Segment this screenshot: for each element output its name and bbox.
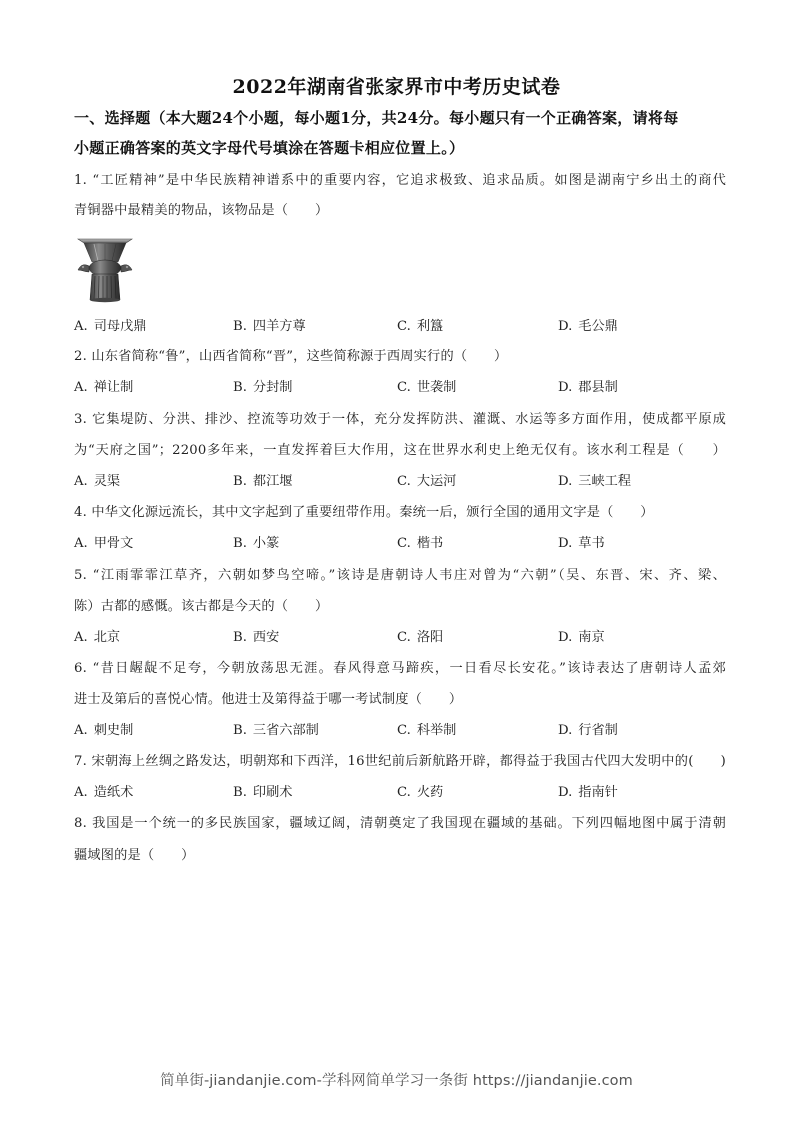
question-5-text-line-2: 陈）古都的感慨。该古都是今天的（ ） (74, 599, 329, 614)
question-7-option-a: A. 造纸术 (74, 785, 134, 800)
question-6-option-d: D. 行省制 (558, 723, 618, 738)
question-7-text-line-1: 7. 宋朝海上丝绸之路发达，明朝郑和下西洋，16世纪前后新航路开辟，都得益于我国古代四大发明中的( ) (74, 754, 726, 769)
question-3-option-c: C. 大运河 (397, 474, 457, 489)
question-2-text-line-1: 2. 山东省简称“鲁”，山西省简称“晋”，这些简称源于西周实行的（ ） (74, 349, 508, 364)
question-5-option-b: B. 西安 (233, 630, 280, 645)
question-6-text-line-2: 进士及第后的喜悦心情。他进士及第得益于哪一考试制度（ ） (74, 692, 463, 707)
question-3-option-b: B. 都江堰 (233, 474, 293, 489)
question-2-option-c: C. 世袭制 (397, 380, 457, 395)
question-7-option-c: C. 火药 (397, 785, 444, 800)
question-6-option-c: C. 科举制 (397, 723, 457, 738)
section-heading-line-2: 小题正确答案的英文字母代号填涂在答题卡相应位置上。） (74, 139, 465, 157)
section-heading-line-1: 一、选择题（本大题24个小题，每小题1分，共24分。每小题只有一个正确答案，请将每 (74, 109, 679, 127)
question-3-option-d: D. 三峡工程 (558, 474, 632, 489)
question-1-option-a: A. 司母戊鼎 (74, 319, 147, 334)
question-6-option-a: A. 刺史制 (74, 723, 134, 738)
question-4-option-d: D. 草书 (558, 536, 605, 551)
exam-title: 2022年湖南省张家界市中考历史试卷 (232, 76, 561, 98)
question-6-option-b: B. 三省六部制 (233, 723, 319, 738)
bronze-vessel-icon (74, 232, 136, 306)
question-4-option-a: A. 甲骨文 (74, 536, 134, 551)
question-1-text-line-2: 青铜器中最精美的物品，该物品是（ ） (74, 203, 329, 218)
question-8-text-line-2: 疆域图的是（ ） (74, 848, 195, 863)
question-3-text-line-1: 3. 它集堤防、分洪、排沙、控流等功效于一体，充分发挥防洪、灌溉、水运等多方面作用，使成都平原成 (74, 412, 726, 427)
question-1-option-c: C. 利簋 (397, 319, 444, 334)
question-4-option-c: C. 楷书 (397, 536, 444, 551)
question-7-option-d: D. 指南针 (558, 785, 618, 800)
question-4-text-line-1: 4. 中华文化源远流长，其中文字起到了重要纽带作用。秦统一后，颁行全国的通用文字是（ ） (74, 505, 654, 520)
question-8-text-line-1: 8. 我国是一个统一的多民族国家，疆域辽阔，清朝奠定了我国现在疆域的基础。下列四幅地图中属于清朝 (74, 816, 726, 831)
bronze-zun-vessel-image (74, 232, 136, 306)
question-2-option-b: B. 分封制 (233, 380, 293, 395)
question-3-option-a: A. 灵渠 (74, 474, 121, 489)
question-5-text-line-1: 5. “江雨霏霏江草齐，六朝如梦鸟空啼。”该诗是唐朝诗人韦庄对曾为“六朝”（吴、东晋、宋、齐、梁、 (74, 568, 726, 583)
question-5-option-d: D. 南京 (558, 630, 605, 645)
question-1-text-line-1: 1. “工匠精神”是中华民族精神谱系中的重要内容，它追求极致、追求品质。如图是湖南宁乡出土的商代 (74, 173, 726, 188)
question-2-option-d: D. 郡县制 (558, 380, 618, 395)
question-5-option-a: A. 北京 (74, 630, 121, 645)
question-4-option-b: B. 小篆 (233, 536, 280, 551)
question-7-option-b: B. 印刷术 (233, 785, 293, 800)
question-2-option-a: A. 禅让制 (74, 380, 134, 395)
question-5-option-c: C. 洛阳 (397, 630, 444, 645)
question-1-option-b: B. 四羊方尊 (233, 319, 306, 334)
question-1-option-d: D. 毛公鼎 (558, 319, 618, 334)
question-3-text-line-2: 为“天府之国”；2200多年来，一直发挥着巨大作用，这在世界水利史上绝无仅有。该水利工程是（ ） (74, 443, 726, 458)
footer-watermark: 简单街-jiandanjie.com-学科网简单学习一条街 https://jiandanjie.com (160, 1073, 633, 1089)
question-6-text-line-1: 6. “昔日龌龊不足夸，今朝放荡思无涯。春风得意马蹄疾，一日看尽长安花。”该诗表达了唐朝诗人孟郊 (74, 661, 726, 676)
